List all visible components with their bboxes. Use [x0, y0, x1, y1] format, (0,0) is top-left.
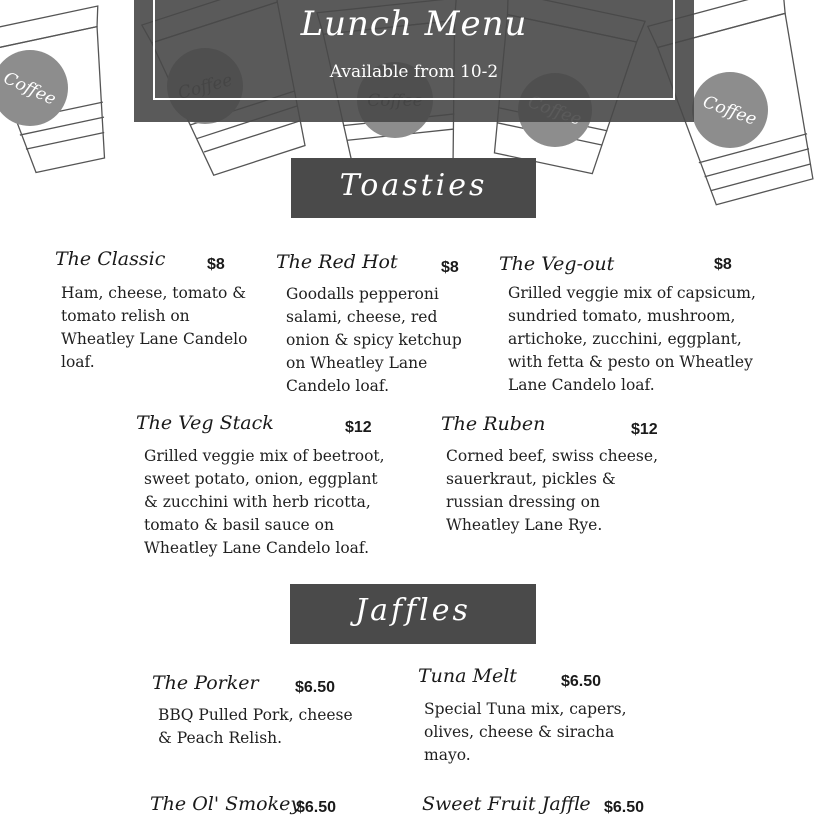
item-price-the-veg-out: $8 — [714, 256, 732, 273]
item-price-the-ruben: $12 — [631, 421, 658, 438]
item-desc-the-red-hot: Goodalls pepperoni salami, cheese, red onion & spicy ketchup on Wheatley Lane Candelo loaf. — [286, 285, 462, 395]
item-price-sweet-fruit-jaffle: $6.50 — [604, 799, 645, 816]
item-desc-tuna-melt: Special Tuna mix, capers, olives, cheese & siracha mayo. — [424, 700, 627, 764]
item-price-the-veg-stack: $12 — [345, 419, 372, 436]
item-desc-the-classic: Ham, cheese, tomato & tomato relish on Wheatley Lane Candelo loaf. — [61, 284, 248, 371]
cup-label: Coffee — [0, 68, 59, 110]
item-name-tuna-melt: Tuna Melt — [418, 665, 517, 687]
item-name-the-porker: The Porker — [152, 672, 259, 694]
item-desc-the-porker: BBQ Pulled Pork, cheese & Peach Relish. — [158, 706, 353, 747]
cup-label: Coffee — [700, 92, 760, 130]
item-price-the-porker: $6.50 — [295, 679, 336, 696]
item-price-the-classic: $8 — [207, 256, 225, 273]
item-price-the-red-hot: $8 — [441, 259, 459, 276]
toasties-banner: Toasties — [291, 158, 536, 218]
item-name-the-classic: The Classic — [55, 248, 166, 270]
jaffles-banner: Jaffles — [290, 584, 536, 644]
item-desc-the-veg-out: Grilled veggie mix of capsicum, sundried tomato, mushroom, artichoke, zucchini, eggplant, with fetta & pesto on Wheatley Lane Candelo loaf. — [508, 284, 756, 394]
item-price-the-ol-smokey: $6.50 — [296, 799, 337, 816]
item-desc-the-veg-stack: Grilled veggie mix of beetroot, sweet potato, onion, eggplant & zucchini with herb ricotta, tomato & basil sauce on Wheatley Lane Candelo loaf. — [144, 447, 385, 557]
item-name-the-red-hot: The Red Hot — [276, 251, 398, 273]
item-name-the-ruben: The Ruben — [441, 413, 546, 435]
menu-title: Lunch Menu — [300, 4, 528, 44]
menu-header — [134, 0, 694, 122]
item-name-sweet-fruit-jaffle: Sweet Fruit Jaffle — [422, 793, 591, 815]
item-price-tuna-melt: $6.50 — [561, 673, 602, 690]
item-name-the-veg-stack: The Veg Stack — [136, 412, 274, 434]
menu-availability: Available from 10-2 — [329, 62, 499, 82]
item-desc-the-ruben: Corned beef, swiss cheese, sauerkraut, pickles & russian dressing on Wheatley Lane Rye. — [446, 447, 658, 534]
item-name-the-ol-smokey: The Ol' Smokey — [150, 793, 302, 815]
item-name-the-veg-out: The Veg-out — [499, 253, 615, 275]
